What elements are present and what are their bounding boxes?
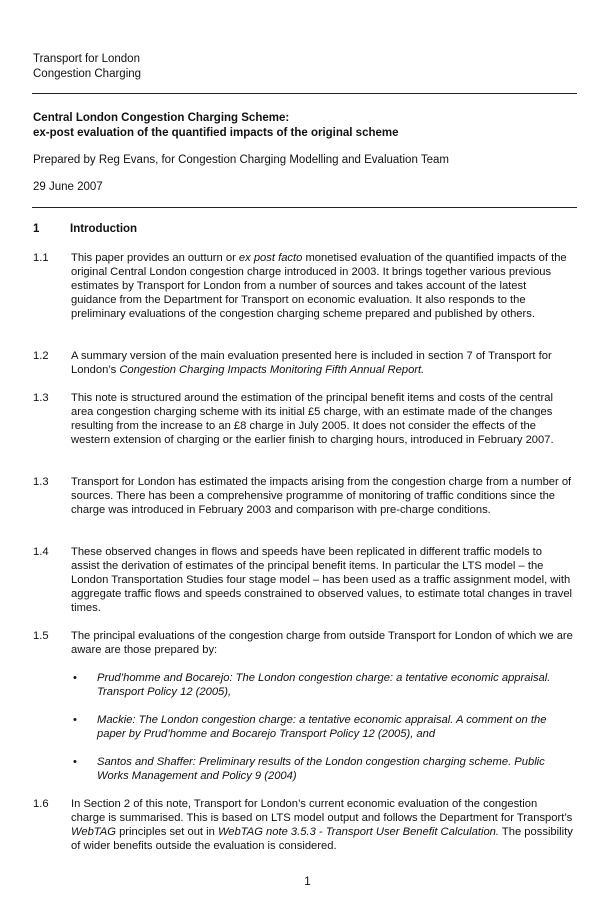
paragraph-number: 1.3: [33, 476, 49, 488]
list-item-text: Santos and Shaffer: Preliminary results of the London congestion charging scheme. Public Works Management and Policy 9 (2004): [97, 756, 545, 782]
paragraph-text: These observed changes in flows and speeds have been replicated in different traffic models to assist the derivation of estimates of the principal benefit items. In particular the LTS model – the London Transportation Studies four stage model – has been used as a traffic assignment model, with aggregate traffic flows and speeds constrained to observed values, to estimate total changes in travel times.: [71, 546, 573, 614]
bullet-icon: •: [73, 714, 77, 726]
page-number: 1: [304, 876, 311, 888]
header-dept: Congestion Charging: [33, 68, 142, 80]
bullet-icon: •: [73, 756, 77, 768]
paragraph-text: The principal evaluations of the congestion charge from outside Transport for London of which we are aware are those prepared by:: [71, 630, 573, 656]
paragraph-number: 1.1: [33, 252, 49, 264]
paragraph-text: In Section 2 of this note, Transport for London’s current economic evaluation of the congestion charge is summarised. This is based on LTS model output and follows the Department for Transport’s WebTAG principles set out in WebTAG note 3.5.3 - Transport User Benefit Calculation. The possibility of wider benefits outside the evaluation is considered.: [71, 798, 573, 852]
list-item-text: Prud’homme and Bocarejo: The London congestion charge: a tentative economic appraisal. Transport Policy 12 (2005),: [97, 672, 551, 698]
section-title: Introduction: [70, 223, 138, 235]
doc-title-line2: ex-post evaluation of the quantified impacts of the original scheme: [33, 127, 399, 139]
paragraph-number: 1.4: [33, 546, 49, 558]
date-line: 29 June 2007: [33, 181, 103, 193]
header-rule: [32, 93, 577, 94]
paragraph-number: 1.3: [33, 392, 49, 404]
header-org: Transport for London: [33, 53, 140, 65]
paragraph-text: This note is structured around the estimation of the principal benefit items and costs of the central area congestion charging scheme with its initial £5 charge, with an estimate made of the changes resulting from the increase to an £8 charge in July 2005. It does not consider the effects of the western extension of charging or the earlier finish to charging hours, introduced in February 2007.: [71, 392, 554, 446]
section-number: 1: [33, 223, 40, 235]
title-block-rule: [32, 207, 577, 208]
paragraph-text: Transport for London has estimated the impacts arising from the congestion charge from a number of sources. There has been a comprehensive programme of monitoring of traffic conditions since the charge was introduced in February 2003 and comparison with pre-charge conditions.: [71, 476, 572, 516]
paragraph-number: 1.5: [33, 630, 49, 642]
paragraph-text: A summary version of the main evaluation presented here is included in section 7 of Transport for London’s Congestion Charging Impacts Monitoring Fifth Annual Report.: [71, 350, 552, 376]
author-line: Prepared by Reg Evans, for Congestion Charging Modelling and Evaluation Team: [33, 154, 449, 166]
paragraph-text: This paper provides an outturn or ex post facto monetised evaluation of the quantified impacts of the original Central London congestion charge introduced in 2003. It brings together various previous estimates by Transport for London from a number of sources and takes account of the latest guidance from the Department for Transport on economic evaluation. It also responds to the preliminary evaluations of the congestion charging scheme prepared and published by others.: [71, 252, 567, 320]
doc-title-line1: Central London Congestion Charging Scheme:: [33, 112, 290, 124]
bullet-icon: •: [73, 672, 77, 684]
list-item-text: Mackie: The London congestion charge: a tentative economic appraisal. A comment on the paper by Prud’homme and Bocarejo Transport Policy 12 (2005), and: [97, 714, 547, 740]
paragraph-number: 1.2: [33, 350, 49, 362]
paragraph-number: 1.6: [33, 798, 49, 810]
